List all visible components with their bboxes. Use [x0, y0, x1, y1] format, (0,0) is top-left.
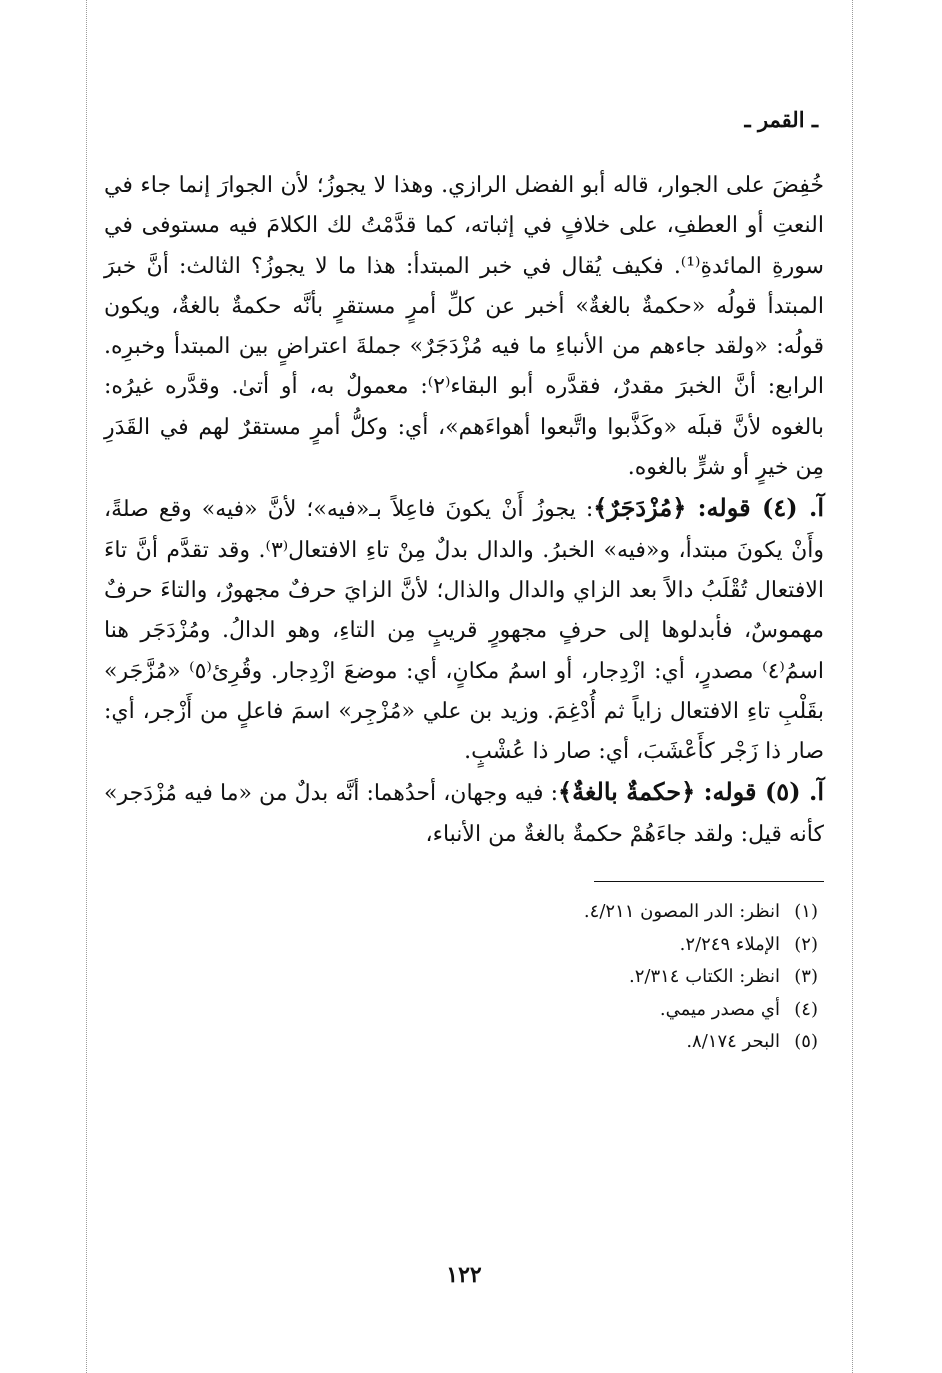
footnote-number: (٤): [794, 998, 818, 1020]
footnote-number: (٥): [794, 1031, 818, 1053]
footnote-divider: [594, 881, 824, 882]
left-margin-guide: [86, 0, 87, 1373]
footnote: [104, 929, 818, 962]
footnote: [104, 994, 818, 1027]
paragraph-lead: آ. (٤) قوله: ﴿مُزْدَجَرٌ﴾: [593, 493, 824, 523]
footnote: [104, 961, 818, 994]
body-text: [104, 166, 824, 855]
footnote-text: انظر: الكتاب ٢/٣١٤.: [629, 966, 780, 988]
paragraph-text: : يجوزُ أَنْ يكونَ فاعِلاً بـ«فيه»؛ لأنَّ «فيه» وقع صلةً، وأَنْ يكونَ مبتدأ، و«فيه» الخبرُ. والدال بدلٌ مِنْ تاءِ الافتعال⁽٣⁾. وقد تقدَّم أنَّ تاءَ الافتعال تُقْلَبُ دالاً بعد الزاي والدال والذال؛ لأنَّ الزايَ حرفٌ مجهورٌ، والتاءَ حرفٌ مهموسٌ، فأبدلوها إلى حرفٍ مجهورٍ قريبٍ مِن التاءِ، وهو الدالُ. ومُزْدَجَر هنا اسمُ⁽٤⁾ مصدرٍ، أي: ازْدِجار، أو اسمُ مكانٍ، أي: موضعَ ازْدِجار. وقُرِئ⁽٥⁾ «مُزَّجَر» بقَلْبِ تاءِ الافتعال زاياً ثم أُدْغِمَ. وزيد بن علي «مُزْجِر» اسمَ فاعلٍ من أَزْجر، أي: صار ذا زَجْر كأَعْشَبَ، أي: صار ذا عُشْبٍ.: [104, 497, 824, 765]
running-head: ـ القمر ـ: [744, 107, 818, 132]
footnote-text: انظر: الدر المصون ٤/٢١١.: [583, 901, 780, 923]
paragraph-text: خُفِضَ على الجوار، قاله أبو الفضل الرازي. وهذا لا يجوزُ؛ لأن الجوارَ إنما جاء في النعتِ أو العطفِ، على خلافٍ في إثباته، كما قدَّمْتُ لك الكلامَ فيه مستوفى في سورةِ المائدةِ⁽¹⁾. فكيف يُقال في خبر المبتدأ: هذا ما لا يجوزُ؟ الثالث: أنَّ خبرَ المبتدأ قولُه «حكمةٌ بالغةٌ» أخبر عن كلِّ أمرٍ مستقرٍ بأنَّه حكمةٌ بالغةٌ، ويكون قولُه: «ولقد جاءهم من الأنباءِ ما فيه مُزْدَجَرٌ» جملةَ اعتراضٍ بين المبتدأ وخبرِه. الرابع: أنَّ الخبرَ مقدرٌ، فقدَّره أبو البقاء⁽٢⁾: معمولٌ به، أو أتىٰ. وقدَّره غيرُه: بالغوه لأنَّ قبلَه «وكَذَّبوا واتَّبعوا أهواءَهم»، أي: وكلُّ أمرٍ مستقرٌ لهم في القَدَرِ مِن خيرٍ أو شرٍّ بالغوه.: [104, 173, 825, 481]
footnote-number: (١): [794, 901, 818, 923]
book-page: [104, 100, 824, 1077]
footnote-text: أي مصدر ميمي.: [659, 998, 780, 1020]
page-number: ١٢٢: [446, 1262, 482, 1288]
paragraph: [104, 166, 824, 488]
right-margin-guide: [852, 0, 853, 1373]
footnote-text: الإملاء ٢/٢٤٩.: [679, 933, 780, 955]
footnote: [104, 1026, 818, 1059]
paragraph-lead: آ. (٥) قوله: ﴿حكمةٌ بالغةٌ﴾: [558, 777, 824, 807]
footnote-number: (٢): [794, 933, 818, 955]
footnote-text: البحر ٨/١٧٤.: [686, 1031, 780, 1053]
paragraph: [104, 488, 824, 772]
footnote: [104, 896, 818, 929]
footnote-number: (٣): [794, 966, 818, 988]
paragraph-text: : فيه وجهان، أحدُهما: أنَّه بدلٌ من «ما فيه مُزْدَجر» كأنه قيل: ولقد جاءَهُمْ حكمةٌ بالغةٌ من الأنباء،: [104, 781, 824, 847]
footnotes-list: [104, 896, 824, 1059]
paragraph: [104, 772, 824, 855]
